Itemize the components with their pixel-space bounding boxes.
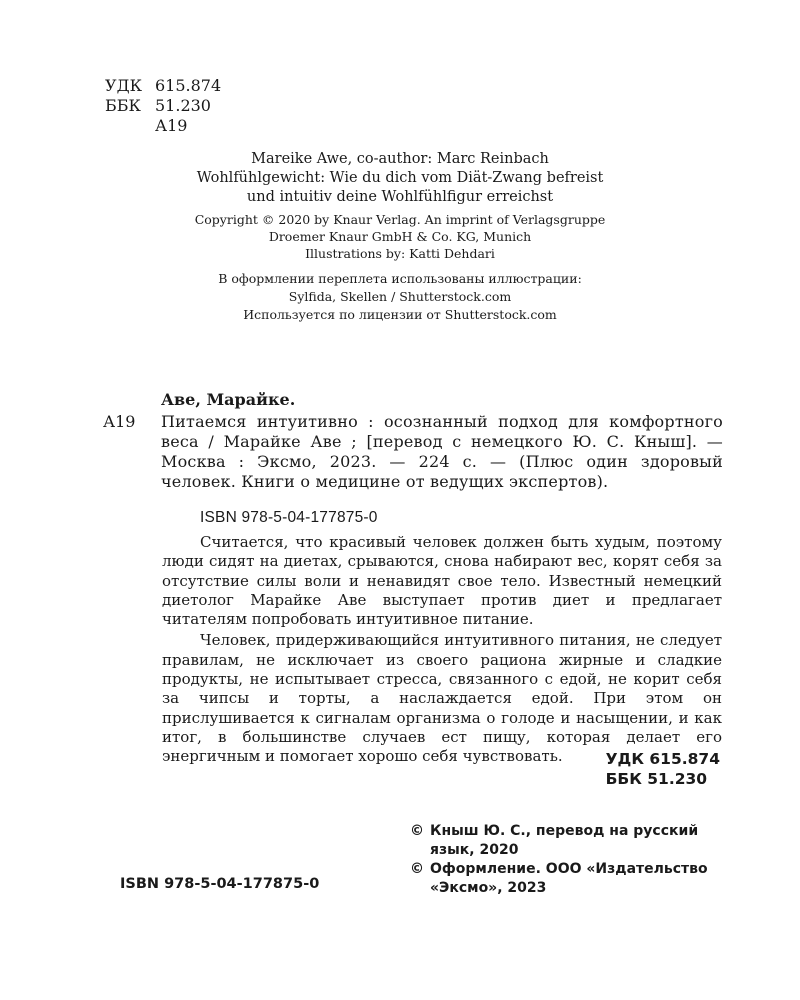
cover-credit-line1: В оформлении переплета использованы иллюстрации: (218, 271, 582, 286)
catalog-description: Питаемся интуитивно : осознанный подход для комфортного веса / Марайке Аве ; [перевод с немецкого Ю. С. Кныш]. — Москва : Эксмо, 2023. — 224 с. — (Плюс один здоровый человек. Книги о медицине от ведущих экспертов). (161, 412, 723, 491)
udk-label: УДК (105, 76, 142, 95)
cover-credit-line3: Используется по лицензии от Shutterstock.com (243, 307, 557, 322)
classification-codes-bottom (606, 749, 720, 789)
cover-illustration-credits (100, 270, 700, 324)
annotation (162, 533, 722, 767)
copyright-notice (100, 211, 700, 262)
original-title-line2: und intuitiv deine Wohlfühlfigur erreichst (246, 189, 554, 205)
publisher-credits (410, 822, 730, 898)
catalog-author: Аве, Марайке. (161, 390, 296, 409)
annotation-paragraph-1: Считается, что красивый человек должен быть худым, поэтому люди сидят на диетах, срываются, снова набирают вес, корят себя за отсутствие силы воли и ненавидят свое тело. Известный немецкий диетолог Марайке Аве выступает против диет и предлагает читателям попробовать интуитивное питание. (162, 533, 722, 629)
annotation-paragraph-2: Человек, придерживающийся интуитивного питания, не следует правилам, не исключает из своего рациона жирные и сладкие продукты, не испытывает стресса, связанного с едой, не корит себя за чипсы и торты, а наслаждается едой. При этом он прислушивается к сигналам организма о голоде и насыщении, и как итог, в большинстве случаев ест пищу, которая делает его энергичным и помогает хорошо себя чувствовать. (162, 631, 722, 766)
isbn-top: ISBN 978-5-04-177875-0 (200, 509, 378, 526)
translation-credit: Кныш Ю. С., перевод на русский язык, 2020 (430, 823, 699, 858)
isbn-bottom: ISBN 978-5-04-177875-0 (120, 876, 320, 892)
original-authors: Mareike Awe, co-author: Marc Reinbach (251, 151, 549, 167)
udk-bottom: УДК 615.874 (605, 750, 720, 768)
catalog-entry (103, 390, 723, 492)
copyright-line1: Copyright © 2020 by Knaur Verlag. An imprint of Verlagsgruppe (194, 212, 606, 227)
original-title-line1: Wohlfühlgewicht: Wie du dich vom Diät-Zwang befreist (196, 170, 604, 186)
classification-codes (105, 76, 221, 136)
catalog-code: А19 (103, 412, 136, 431)
copyright-line2: Droemer Knaur GmbH & Co. KG, Munich (268, 229, 532, 244)
design-credit: Оформление. ООО «Издательство «Эксмо», 2023 (430, 861, 708, 896)
udk-value: 615.874 (155, 76, 222, 95)
copyright-symbol: © (410, 823, 424, 839)
author-mark: А19 (155, 116, 188, 135)
bbk-value: 51.230 (155, 96, 211, 115)
original-edition-info (100, 150, 700, 207)
copyright-symbol: © (410, 861, 424, 877)
bbk-label: ББК (105, 96, 141, 115)
bbk-bottom: ББК 51.230 (605, 770, 708, 788)
cover-credit-line2: Sylfida, Skellen / Shutterstock.com (288, 289, 512, 304)
illustrations-credit: Illustrations by: Katti Dehdari (305, 246, 495, 261)
